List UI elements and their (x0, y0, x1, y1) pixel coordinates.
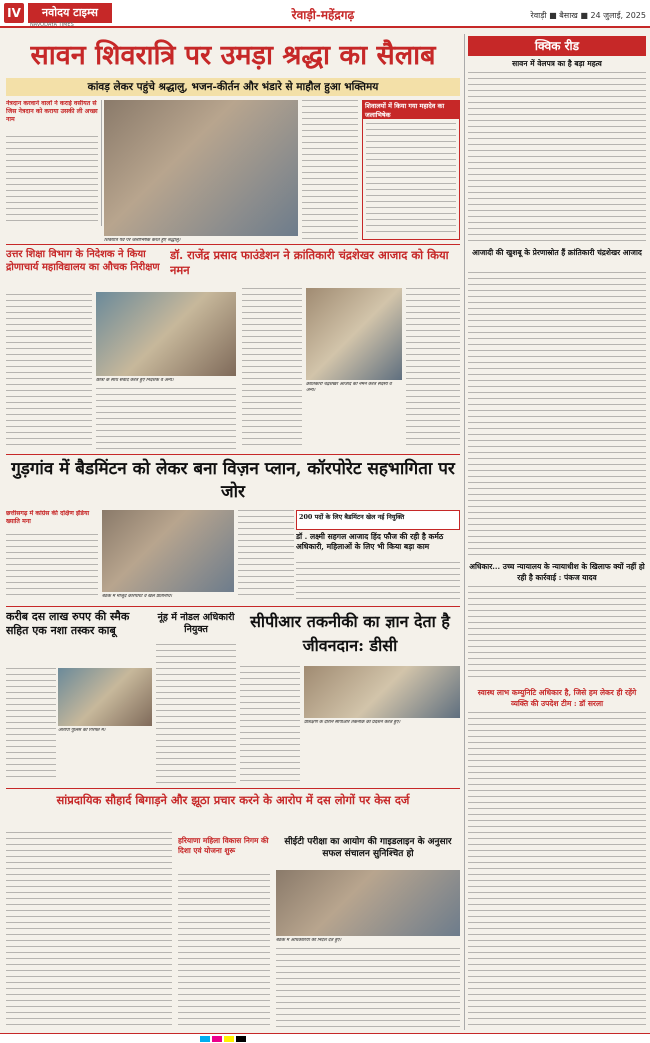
quick-read-item3: अधिकार... उच्च न्यायालय के न्यायाधीश के खिलाफ क्यों नहीं हो रही है कार्रवाई : पंकज यादव (469, 562, 645, 582)
story2-caption: क्रांतिकारी चंद्रशेखर आजाद को नमन करते सदस्य व अन्य। (306, 382, 392, 393)
quick-read-item2: आजादी की खुशबू के प्रेरणास्रोत हैं क्रांतिकारी चंद्रशेखर आजाद (472, 248, 642, 257)
story7-text (240, 666, 300, 782)
story4-text (296, 562, 460, 602)
cyan-swatch (200, 1036, 210, 1042)
story8-headline: सांप्रदायिक सौहार्द बिगाड़ने और झूठा प्रचार करने के आरोप में दस लोगों पर केस दर्ज (56, 793, 410, 807)
story3-headline: गुड़गांव में बैडमिंटन को लेकर बना विज़न प्लान, कॉरपोरेट सहभागिता पर जोर (11, 459, 455, 502)
story10-text (276, 948, 460, 1028)
story3-side-text (6, 534, 98, 600)
story1-headline: उत्तर शिक्षा विभाग के निदेशक ने किया द्रोणाचार्य महाविद्यालय का औचक निरीक्षण (6, 249, 160, 273)
story5-text (6, 668, 56, 782)
page-number: IV (4, 3, 24, 23)
story8-text (6, 832, 172, 1028)
story3-text (238, 510, 294, 600)
story3-box-title: 200 पदों के लिए बैडमिंटन खेल नई नियुक्ति (299, 513, 405, 521)
story6-headline: नूंह में नोडल अधिकारी नियुक्त (157, 612, 235, 635)
story10-photo (276, 870, 460, 936)
quick-read-item4-text (468, 712, 646, 1028)
story2-text (242, 288, 302, 448)
magenta-swatch (212, 1036, 222, 1042)
story3-side-headline: छत्तीसगढ़ में कांग्रेस की दक्षिण इंडिया ख्याति मना (6, 510, 90, 525)
quick-read-item1: सावन में वेलपत्र का है बड़ा महत्व (512, 59, 602, 68)
quick-read-item4: स्वास्थ लाभ कम्युनिटि अधिकार है, जिसे हम लेकर ही रहेंगे व्यक्ति की उपदेश टीम : डॉ सरला (477, 688, 637, 708)
story3-caption: बैठक में मौजूद कॉरपोरेट व खेल प्रतिनिधि। (102, 594, 173, 599)
story10-headline: सीईटी परीक्षा का आयोग की गाइडलाइन के अनुसार सफल संचालन सुनिश्चित हो (284, 837, 452, 859)
story1-caption: छात्रों के साथ संवाद करते हुए निदेशक व अन्य। (96, 378, 174, 383)
story3-photo (102, 510, 234, 592)
story5-headline: करीब दस लाख रुपए की स्मैक सहित एक नशा तस्कर काबू (6, 610, 130, 637)
story5-caption: आरोपी पुलिस की गिरफ्त में। (58, 728, 106, 733)
inner-story-text (366, 123, 456, 237)
edition-label: NAVODAYA TIMES (30, 22, 74, 28)
column-rule (101, 100, 102, 226)
story7-headline: सीपीआर तकनीकी का ज्ञान देता है जीवनदान: डीसी (250, 612, 450, 655)
lead-side-headline: नेत्रदान करवाने वालों ने कराई वसीयत से जिस नेत्रदान को कराया उसकी ली अच्छा नाम (6, 100, 98, 123)
lead-subheadline-band (6, 78, 460, 96)
lead-side-text (6, 136, 98, 224)
dateline: रेवाड़ी ■ बैसाख ■ 24 जुलाई, 2025 (530, 11, 646, 20)
story2-photo (306, 288, 402, 380)
divider (6, 788, 460, 789)
story2-headline: डॉ. राजेंद्र प्रसाद फाउंडेशन ने क्रांतिकारी चंद्रशेखर आजाद को किया नमन (170, 248, 449, 277)
story9-headline: हरियाणा महिला विकास निगम की दिशा एवं योजना शुरू (178, 836, 269, 855)
quick-read-title: क्विक रीड (468, 36, 646, 56)
story7-photo (304, 666, 460, 718)
story1-text (6, 294, 92, 450)
masthead (0, 0, 650, 28)
lead-photo-caption: शिवरात्रि पर्व पर जलाभिषेक करते हुए श्रद्धालु। (104, 238, 181, 243)
column-rule (464, 34, 465, 1030)
lead-text-col (302, 100, 358, 240)
divider (6, 244, 460, 245)
footer-registration-bar (0, 1033, 650, 1043)
quick-read-item2-text (468, 272, 646, 556)
black-swatch (236, 1036, 246, 1042)
inner-story-headline: शिवालयों में किया गया महादेव का जलाभिषेक (363, 101, 459, 119)
brand-logo: नवोदय टाइम्स (28, 3, 112, 23)
story1-text-2 (96, 388, 236, 450)
divider (6, 454, 460, 455)
lead-photo (104, 100, 298, 236)
story5-photo (58, 668, 152, 726)
story3-box (296, 510, 460, 530)
inner-story-box (362, 100, 460, 240)
quick-read-item3-text (468, 586, 646, 682)
divider (6, 606, 460, 607)
lead-headline: सावन शिवरात्रि पर उमड़ा श्रद्धा का सैलाब (30, 40, 436, 71)
city-name: रेवाड़ी-महेंद्रगढ़ (291, 8, 355, 22)
story2-text-2 (406, 288, 460, 448)
lead-subheadline: कांवड़ लेकर पहुंचे श्रद्धालु, भजन-कीर्तन और भंडारे से माहौल हुआ भक्तिमय (87, 81, 379, 93)
story4-headline: डॉ . लक्ष्मी सहगल आजाद हिंद फौज की रही है कर्मठ अधिकारी, महिलाओं के लिए भी किया बड़ा काम (296, 532, 444, 551)
yellow-swatch (224, 1036, 234, 1042)
story7-caption: प्रशिक्षण के दौरान सीपीआर तकनीक का प्रदर्शन करते हुए। (304, 720, 401, 725)
story10-caption: बैठक में अधिकारियों को निर्देश देते हुए। (276, 938, 342, 943)
story1-photo (96, 292, 236, 376)
story9-text (178, 874, 270, 1028)
story6-text (156, 644, 236, 784)
quick-read-item1-text (468, 72, 646, 244)
